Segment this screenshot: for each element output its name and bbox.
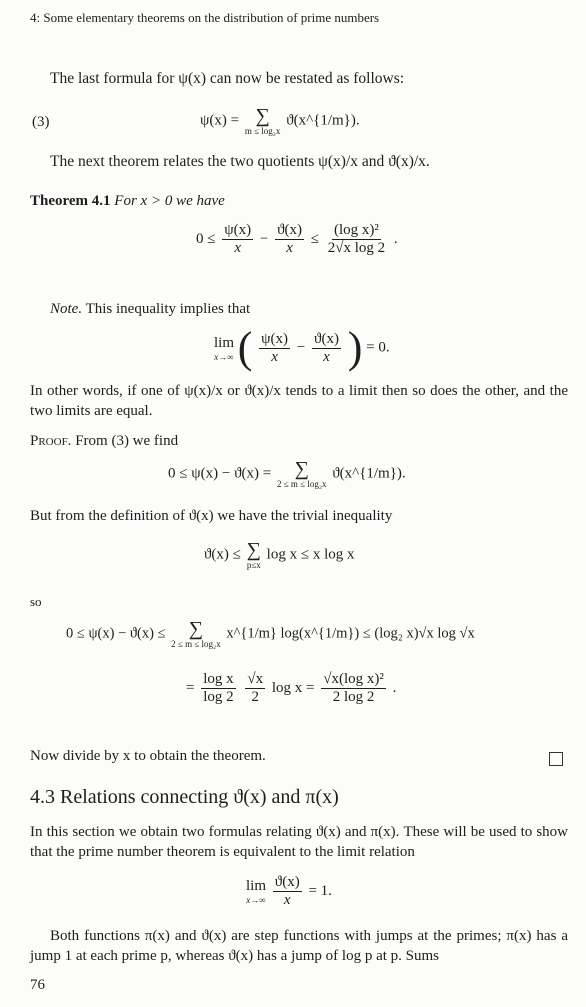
proof-intro bbox=[30, 433, 178, 450]
big-equation-line-2 bbox=[186, 671, 396, 706]
sum-symbol: ∑ p≤x bbox=[246, 539, 261, 570]
eq-lhs: ϑ(x) ≤ bbox=[204, 546, 241, 563]
trivial-text: But from the definition of ϑ(x) we have the trivial inequality bbox=[30, 508, 393, 524]
section-paragraph: In this section we obtain two formulas relating ϑ(x) and π(x). These will be used to show that the prime number theorem is equivalent to the limit relation bbox=[30, 824, 568, 860]
fraction: $\frac{\text{(log x)²}}{\text{2√x log 2}}$ bbox=[327, 222, 386, 256]
lim-operator: lim x→∞ bbox=[246, 878, 267, 905]
theorem-4-1 bbox=[30, 193, 225, 210]
sum-symbol: ∑ 2 ≤ m ≤ log₂x bbox=[276, 458, 327, 489]
limit-equation bbox=[214, 323, 390, 372]
sum-symbol: ∑ 2 ≤ m ≤ log₂x bbox=[171, 618, 221, 649]
divide-text: Now divide by x to obtain the theorem. bbox=[30, 748, 266, 764]
eq-middle: log x = bbox=[271, 679, 315, 696]
theorem-title: Theorem 4.1 bbox=[30, 193, 111, 209]
sum-symbol: ∑ m ≤ log₂x bbox=[244, 105, 281, 136]
note bbox=[50, 301, 250, 318]
final-limit-equation bbox=[246, 874, 332, 909]
eq-rhs: ϑ(x^{1/m}). bbox=[332, 465, 406, 482]
page-number: 76 bbox=[30, 977, 45, 993]
fraction: $\frac{ϑ(x)}{x}$ bbox=[274, 874, 300, 908]
eq-left: 0 ≤ bbox=[196, 230, 216, 247]
next-text: The next theorem relates the two quotients ψ(x)/x and ϑ(x)/x. bbox=[50, 153, 430, 170]
eq-lhs: 0 ≤ ψ(x) − ϑ(x) = bbox=[168, 465, 272, 482]
fraction: $\frac{\psi(x)}{x}$ bbox=[261, 330, 289, 365]
left-paren: ( bbox=[237, 323, 253, 372]
eq3-lhs: ψ(x) = bbox=[200, 112, 240, 129]
other-words-paragraph: In other words, if one of ψ(x)/x or ϑ(x)/x tends to a limit then so does the other, and the two limits are equal. bbox=[30, 383, 568, 419]
period: . bbox=[393, 230, 398, 247]
note-text: This inequality implies that bbox=[85, 301, 251, 317]
fraction: $\frac{\text{log x}}{\log 2}$ bbox=[203, 671, 234, 705]
equals-sign: = bbox=[186, 679, 195, 696]
eq-rhs: log x ≤ x log x bbox=[266, 546, 355, 563]
equation-label: (3) bbox=[32, 114, 50, 130]
fraction: $\frac{ϑ(x)}{x}$ bbox=[314, 330, 339, 365]
theorem-equation bbox=[196, 222, 398, 257]
intro-text: The last formula for ψ(x) can now be restated as follows: bbox=[50, 70, 405, 87]
lim-operator: lim x→∞ bbox=[214, 334, 235, 362]
fraction: $\frac{ϑ(x)}{x}$ bbox=[277, 222, 303, 256]
fraction: $\frac{√x}{2}$ bbox=[247, 671, 264, 705]
proof-text: From (3) we find bbox=[75, 433, 179, 449]
fraction: $\frac{\psi(x)}{x}$ bbox=[224, 222, 252, 256]
theorem-statement: For x > 0 we have bbox=[114, 193, 225, 209]
equation-3 bbox=[200, 106, 360, 136]
eq-rhs: = 1. bbox=[308, 882, 332, 899]
eq-lhs: 0 ≤ ψ(x) − ϑ(x) ≤ bbox=[66, 625, 166, 642]
eq3-rhs: ϑ(x^{1/m}). bbox=[286, 112, 360, 129]
period: . bbox=[392, 679, 397, 696]
eq-rhs: x^{1/m} log(x^{1/m}) ≤ (log₂ x)√x log √x bbox=[226, 625, 475, 642]
minus-sign: − bbox=[296, 339, 306, 356]
running-header: 4: Some elementary theorems on the distribution of prime numbers bbox=[30, 10, 380, 25]
qed-box-icon bbox=[549, 752, 563, 766]
big-equation bbox=[66, 619, 475, 649]
le-sign: ≤ bbox=[310, 230, 319, 247]
section-heading: 4.3 Relations connecting ϑ(x) and π(x) bbox=[30, 786, 339, 808]
proof-label: Proof. bbox=[30, 433, 72, 449]
proof-equation-1 bbox=[168, 459, 406, 489]
note-label: Note. bbox=[50, 301, 83, 317]
minus-sign: − bbox=[259, 230, 269, 247]
eq-rhs: = 0. bbox=[366, 339, 390, 356]
right-paren: ) bbox=[347, 323, 363, 372]
fraction: $\frac{\text{√x(log x)²}}{2 \log 2}$ bbox=[323, 671, 384, 705]
last-paragraph: Both functions π(x) and ϑ(x) are step functions with jumps at the primes; π(x) has a jump 1 at each prime p, whereas ϑ(x) has a jump of log p at p. Sums bbox=[30, 928, 568, 964]
so-text: so bbox=[30, 594, 42, 609]
trivial-equation bbox=[204, 540, 355, 570]
